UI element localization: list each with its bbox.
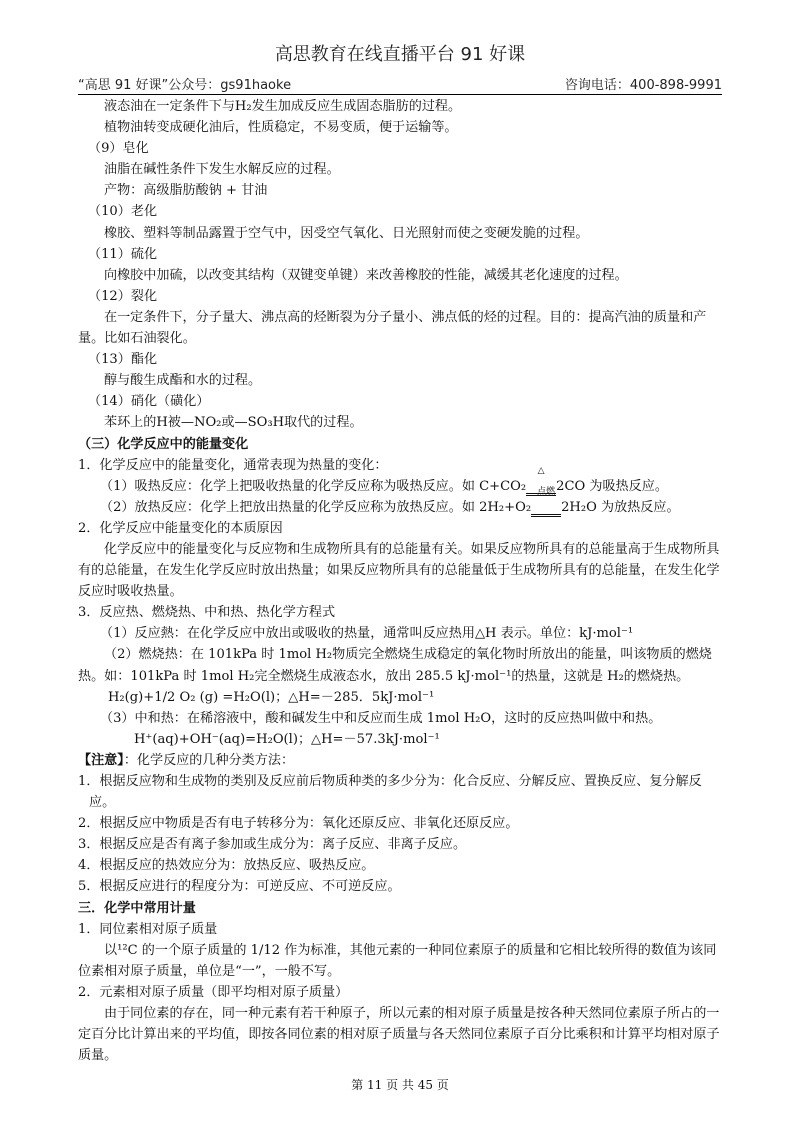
note-label: 【注意】 [78, 752, 124, 768]
paragraph: （2）燃烧热：在 101kPa 时 1mol H₂物质完全燃烧生成稳定的氧化物时所放出的能量，叫该物质的燃烧热。如：101kPa 时 1mol H₂完全燃烧生成液态水，放出 285.5 kJ·mol⁻¹的热量，这就是 H₂的燃烧热。 [78, 647, 712, 684]
text-line: 橡胶、塑料等制品露置于空气中，因受空气氧化、日光照射而使之变硬发脆的过程。 [104, 225, 589, 241]
paragraph: 在一定条件下，分子量大、沸点高的烃断裂为分子量小、沸点低的烃的过程。目的：提高汽油的质量和产量。比如石油裂化。 [78, 309, 707, 347]
header-title: 高思教育在线直播平台 91 好课 [274, 44, 526, 65]
text-line: 液态油在一定条件下与H₂发生加成反应生成固态脂肪的过程。 [104, 99, 462, 114]
text-line: （1）反应熱：在化学反应中放出或吸收的热量，通常叫反应热用△H 表示。单位：kJ·mol⁻¹ [100, 626, 634, 642]
numbered-item: 3．反应热、燃烧热、中和热、热化学方程式 [78, 605, 336, 621]
subsection-heading: （13）酯化 [88, 352, 158, 368]
numbered-item: 4．根据反应的热效应分为：放热反应、吸热反应。 [78, 858, 375, 874]
reaction-arrow: △ [526, 476, 556, 497]
note-line: 【注意】：化学反应的几种分类方法： [78, 752, 295, 768]
text-line: 油脂在碱性条件下发生水解反应的过程。 [104, 162, 340, 178]
equation-line: H₂(g)+1/2 O₂ (g) =H₂O(l)；△H=－285．5kJ·mol⁻¹ [108, 689, 435, 705]
numbered-item: 1．根据反应物和生成物的类别及反应前后物质种类的多少分为：化合反应、分解反应、置换反应、复分解反应。 [78, 774, 702, 811]
numbered-item: 1．同位素相对原子质量 [78, 921, 218, 937]
subsection-heading: （11）硫化 [88, 246, 158, 262]
section-heading: 三．化学中常用计量 [78, 900, 196, 916]
numbered-item: 2．元素相对原子质量（即平均相对原子质量） [78, 984, 349, 1000]
text-line: 苯环上的H被—NO₂或—SO₃H取代的过程。 [104, 415, 363, 431]
numbered-item: 5．根据反应进行的程度分为：可逆反应、不可逆反应。 [78, 879, 401, 895]
equation-line: H⁺(aq)+OH⁻(aq)=H₂O(l)；△H=－57.3kJ·mol⁻¹ [134, 731, 440, 747]
paragraph: 由于同位素的存在，同一种元素有若干种原子，所以元素的相对原子质量是按各种天然同位素原子所占的一定百分比计算出来的平均值，即按各同位素的相对原子质量与各天然同位素原子百分比乘积和计算平均相对原子质量。 [78, 1006, 720, 1064]
wechat-account: “高思 91 好课”公众号：gs91haoke [78, 78, 292, 93]
document-body [78, 96, 724, 1066]
equation-line-endothermic: （1）吸热反应：化学上把吸收热量的化学反应称为吸热反应。如 C+CO₂ △ 2CO 为吸热反应。 [78, 476, 724, 497]
text-line: 醇与酸生成酯和水的过程。 [104, 373, 262, 389]
text-line: 植物油转变成硬化油后，性质稳定，不易变质，便于运输等。 [104, 120, 458, 136]
subsection-heading: （14）硝化（磺化） [88, 394, 210, 410]
paragraph: 化学反应中的能量变化与反应物和生成物所具有的总能量有关。如果反应物所具有的总能量高于生成物所具有的总能量，在发生化学反应时放出热量；如果反应物所具有的总能量低于生成物所具有的总能量，在发生化学反应时吸收热量。 [78, 541, 720, 600]
equation-line-exothermic: （2）放热反应：化学上把放出热量的化学反应称为放热反应。如 2H₂+O₂ 点燃 2H₂O 为放热反应。 [78, 497, 724, 518]
text-line: （3）中和热：在稀溶液中，酸和碱发生中和反应而生成 1mol H₂O，这时的反应热叫做中和热。 [100, 710, 662, 726]
numbered-item: 2．化学反应中能量变化的本质原因 [78, 520, 283, 536]
header-info-row [78, 74, 722, 94]
header-divider [78, 94, 722, 95]
paragraph: 以¹²C 的一个原子质量的 1/12 作为标准，其他元素的一种同位素原子的质量和它相比较所得的数值为该同位素相对原子质量，单位是“一”，一般不写。 [78, 942, 717, 979]
text-line: 产物：高级脂肪酸钠 + 甘油 [104, 183, 268, 199]
numbered-item: 1．化学反应中的能量变化，通常表现为热量的变化： [78, 457, 388, 473]
subsection-heading: （10）老化 [88, 204, 158, 220]
section-heading: （三）化学反应中的能量变化 [78, 436, 249, 452]
subsection-heading: （9）皂化 [88, 141, 149, 157]
numbered-item: 3．根据反应是否有离子参加或生成分为：离子反应、非离子反应。 [78, 837, 467, 853]
text-line: 向橡胶中加硫，以改变其结构（双键变单键）来改善橡胶的性能，减缓其老化速度的过程。 [104, 267, 628, 283]
page-number: 第 11 页 共 45 页 [351, 1078, 449, 1092]
contact-phone: 咨询电话：400-898-9991 [564, 78, 722, 93]
reaction-arrow: 点燃 [531, 497, 561, 518]
numbered-item: 2．根据反应中物质是否有电子转移分为：氧化还原反应、非氧化还原反应。 [78, 816, 519, 832]
subsection-heading: （12）裂化 [88, 288, 158, 304]
